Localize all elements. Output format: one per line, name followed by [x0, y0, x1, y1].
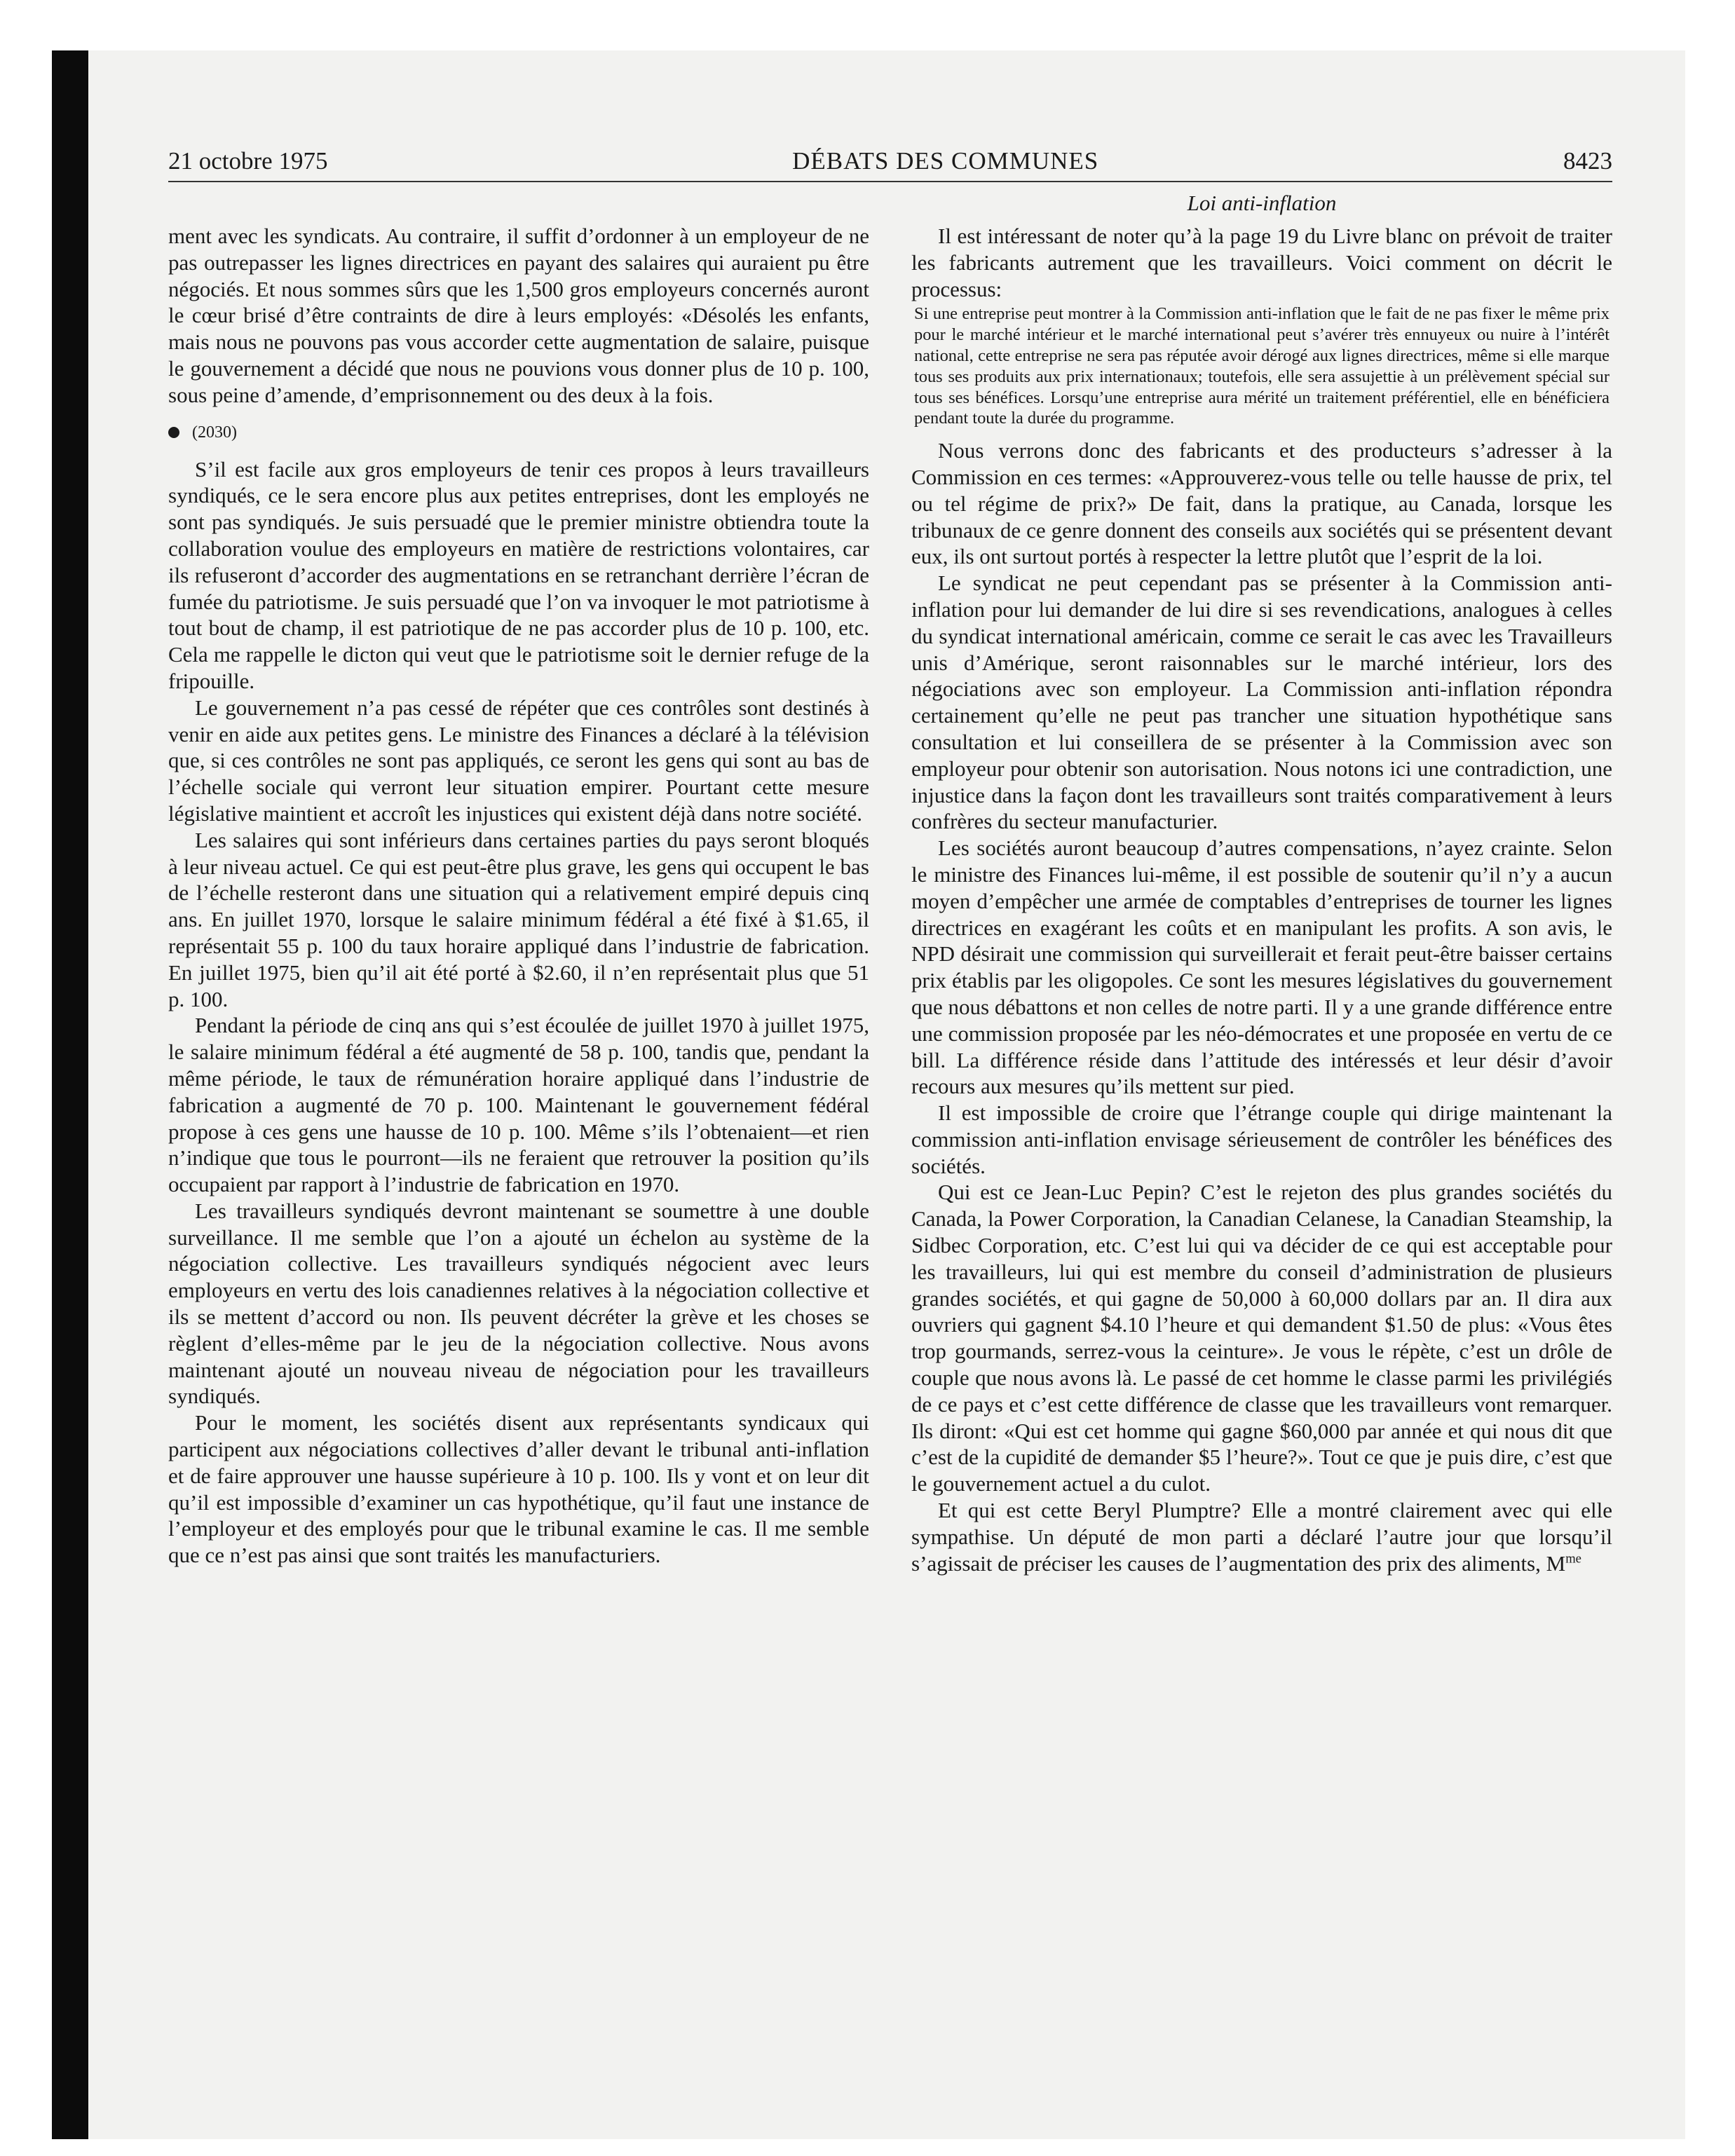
block-quote: Si une entreprise peut montrer à la Commission anti-inflation que le fait de ne pas fixer le même prix pour le marché intérieur et le marché international peut s’avérer très ennuyeux ou nuire à l’intérêt national, cette entreprise ne sera pas réputée avoir dérogé aux lignes directrices, même si elle marque tous ses produits aux prix internationaux; toutefois, elle sera assujettie à un prélèvement spécial sur tous ses bénéfices. Lorsqu’une entreprise aura mérité un traitement préférentiel, elle en bénéficiera pendant toute la durée du programme. [914, 304, 1610, 428]
paragraph: Le syndicat ne peut cependant pas se présenter à la Commission anti-inflation pour lui demander de lui dire si ses revendications, analogues à celles du syndicat international américain, comme ce serait le cas avec les Travailleurs unis d’Amérique, seront raisonnables sur le marché intérieur, lors des négociations avec son employeur. La Commission anti-inflation répondra certainement qu’elle ne peut pas trancher une situation hypothétique sans consultation et lui conseillera de se présenter à la Commission avec son employeur pour obtenir son autorisation. Nous notons ici une contradiction, une injustice dans la façon dont les travailleurs sont traités comparativement à leurs confrères du secteur manufacturier. [911, 571, 1612, 834]
paragraph: ment avec les syndicats. Au contraire, il suffit d’ordonner à un employeur de ne pas outrepasser les lignes directrices en payant des salaires qui auraient pu être négociés. Et nous sommes sûrs que les 1,500 gros employeurs concernés auront le cœur brisé d’être contraints de dire à leurs employés: «Désolés les enfants, mais nous ne pouvons pas vous accorder cette augmentation de salaire, puisque le gouvernement a décidé que nous ne pouvions vous donner plus de 10 p. 100, sous peine d’amende, d’emprisonnement ou des deux à la fois. [168, 224, 869, 407]
paragraph: Le gouvernement n’a pas cessé de répéter que ces contrôles sont destinés à venir en aide aux petites gens. Le ministre des Finances a déclaré à la télévision que, si ces contrôles ne sont pas appliqués, ce seront les gens qui sont au bas de l’échelle sociale qui verront leur situation empirer. Pourtant cette mesure législative maintient et accroît les injustices qui existent déjà dans notre société. [168, 695, 869, 826]
header-page-number: 8423 [1563, 147, 1612, 175]
paragraph: Nous verrons donc des fabricants et des producteurs s’adresser à la Commission en ces termes: «Approuverez-vous telle ou telle hausse de prix, tel ou tel régime de prix?» De fait, dans la pratique, au Canada, lorsque les tribunaux de ce genre donnent des conseils aux sociétés qui se présentent devant eux, ils ont surtout portés à respecter la lettre plutôt que l’esprit de la loi. [911, 438, 1612, 569]
paragraph: Les salaires qui sont inférieurs dans certaines parties du pays seront bloqués à leur niveau actuel. Ce qui est peut-être plus grave, les gens qui occupent le bas de l’échelle resteront dans une situation qui a relativement empiré depuis cinq ans. En juillet 1970, lorsque le salaire minimum fédéral a été fixé à $1.65, il représentait 55 p. 100 du taux horaire appliqué dans l’industrie de fabrication. En juillet 1975, bien qu’il ait été porté à $2.60, il n’en représentait plus que 51 p. 100. [168, 827, 869, 1011]
paragraph: Qui est ce Jean-Luc Pepin? C’est le rejeton des plus grandes sociétés du Canada, la Power Corporation, la Canadian Celanese, la Canadian Steamship, la Sidbec Corporation, etc. C’est lui qui va décider de ce qui est acceptable pour les travailleurs, lui qui est membre du conseil d’administration de plusieurs grandes sociétés, et qui gagne de 50,000 à 60,000 dollars par an. Il dira aux ouvriers qui gagnent $4.10 l’heure et qui demandent $1.50 de plus: «Vous êtes trop gourmands, serrez-vous la ceinture». Je vous le répète, c’est un drôle de couple que nous avons là. Le passé de cet homme le classe parmi les privilégiés de ce pays et c’est cette différence de classe que les travailleurs vont remarquer. Ils diront: «Qui est cet homme qui gagne $60,000 par année et qui nous dit que c’est de la cupidité de demander $5 l’heure?». Tout ce que je puis dire, c’est que le gouvernement actuel a du culot. [911, 1180, 1612, 1496]
header-date: 21 octobre 1975 [168, 147, 328, 175]
left-column [168, 189, 869, 1576]
paragraph: Pendant la période de cinq ans qui s’est écoulée de juillet 1970 à juillet 1975, le salaire minimum fédéral a été augmenté de 58 p. 100, tandis que, pendant la même période, le taux de rémunération horaire appliqué dans l’industrie de fabrication a augmenté de 70 p. 100. Maintenant le gouvernement fédéral propose à ces gens une hausse de 10 p. 100. Même s’ils l’obtenaient—et rien n’indique que tous le pourront—ils ne feraient que retrouver la position qu’ils occupaient par rapport à l’industrie de fabrication en 1970. [168, 1013, 869, 1197]
bullet-icon [168, 427, 179, 438]
text-columns [168, 189, 1612, 1576]
paragraph: Les travailleurs syndiqués devront maintenant se soumettre à une double surveillance. Il me semble que l’on a ajouté un échelon au système de la négociation collective. Les travailleurs syndiqués négocient avec leurs employeurs en vertu des lois canadiennes relatives à la négociation collective et ils se mettent d’accord ou non. Ils peuvent décréter la grève et les choses se règlent d’elles-même par le jeu de la négociation collective. Nous avons maintenant ajouté un nouveau niveau de négociation pour les travailleurs syndiqués. [168, 1198, 869, 1409]
document-page [168, 147, 1612, 1576]
paragraph [911, 1497, 1612, 1576]
superscript: me [1565, 1551, 1581, 1567]
scan-margin-bar [52, 50, 88, 2139]
header-title: DÉBATS DES COMMUNES [792, 147, 1099, 175]
page-header [168, 147, 1612, 182]
running-head: Loi anti-inflation [1187, 191, 1337, 215]
paragraph-text: Et qui est cette Beryl Plumptre? Elle a montré clairement avec qui elle sympathise. Un député de mon parti a déclaré l’autre jour que lorsqu’il s’agissait de préciser les causes de l’augmentation des prix des aliments, M [911, 1498, 1612, 1576]
paragraph: Pour le moment, les sociétés disent aux représentants syndicaux qui participent aux négociations collectives d’aller devant le tribunal anti-inflation et de faire approuver une hausse supérieure à 10 p. 100. Ils y vont et on leur dit qu’il est impossible d’examiner un cas hypothétique, qu’il faut une instance de l’employeur et des employés pour que le tribunal examine le cas. Il me semble que ce n’est pas ainsi que sont traités les manufacturiers. [168, 1410, 869, 1568]
time-marker [168, 418, 869, 446]
paragraph: Il est impossible de croire que l’étrange couple qui dirige maintenant la commission anti-inflation envisage sérieusement de contrôler les bénéfices des sociétés. [911, 1100, 1612, 1178]
paragraph: S’il est facile aux gros employeurs de tenir ces propos à leurs travailleurs syndiqués, ce le sera encore plus aux petites entreprises, dont les employés ne sont pas syndiqués. Je suis persuadé que le premier ministre obtiendra toute la collaboration voulue des employeurs en matière de restrictions volontaires, car ils refuseront d’accorder des augmentations en se retranchant derrière l’écran de fumée du patriotisme. Je suis persuadé que l’on va invoquer le mot patriotisme à tout bout de champ, il est patriotique de ne pas accorder plus de 10 p. 100, etc. Cela me rappelle le dicton qui veut que le patriotisme soit le dernier refuge de la fripouille. [168, 456, 869, 693]
time-marker-label: (2030) [192, 423, 237, 442]
right-column [911, 189, 1612, 1576]
paragraph: Les sociétés auront beaucoup d’autres compensations, n’ayez crainte. Selon le ministre des Finances lui-même, il est possible de soutenir qu’il n’y a aucun moyen d’empêcher une armée de comptables d’entreprises de tourner les lignes directrices en exagérant les coûts et en manipulant les profits. A son avis, le NPD désirait une commission qui surveillerait et ferait peut-être baisser certains prix établis par les oligopoles. Ce sont les mesures législatives du gouvernement que nous débattons et non celles de notre parti. Il y a une grande différence entre une commission proposée par les néo-démocrates et une proposée en vertu de ce bill. La différence réside dans l’attitude des intéressés et leur désir d’avoir recours aux mesures qu’ils mettent sur pied. [911, 835, 1612, 1099]
paragraph: Il est intéressant de noter qu’à la page 19 du Livre blanc on prévoit de traiter les fabricants autrement que les travailleurs. Voici comment on décrit le processus: [911, 224, 1612, 301]
